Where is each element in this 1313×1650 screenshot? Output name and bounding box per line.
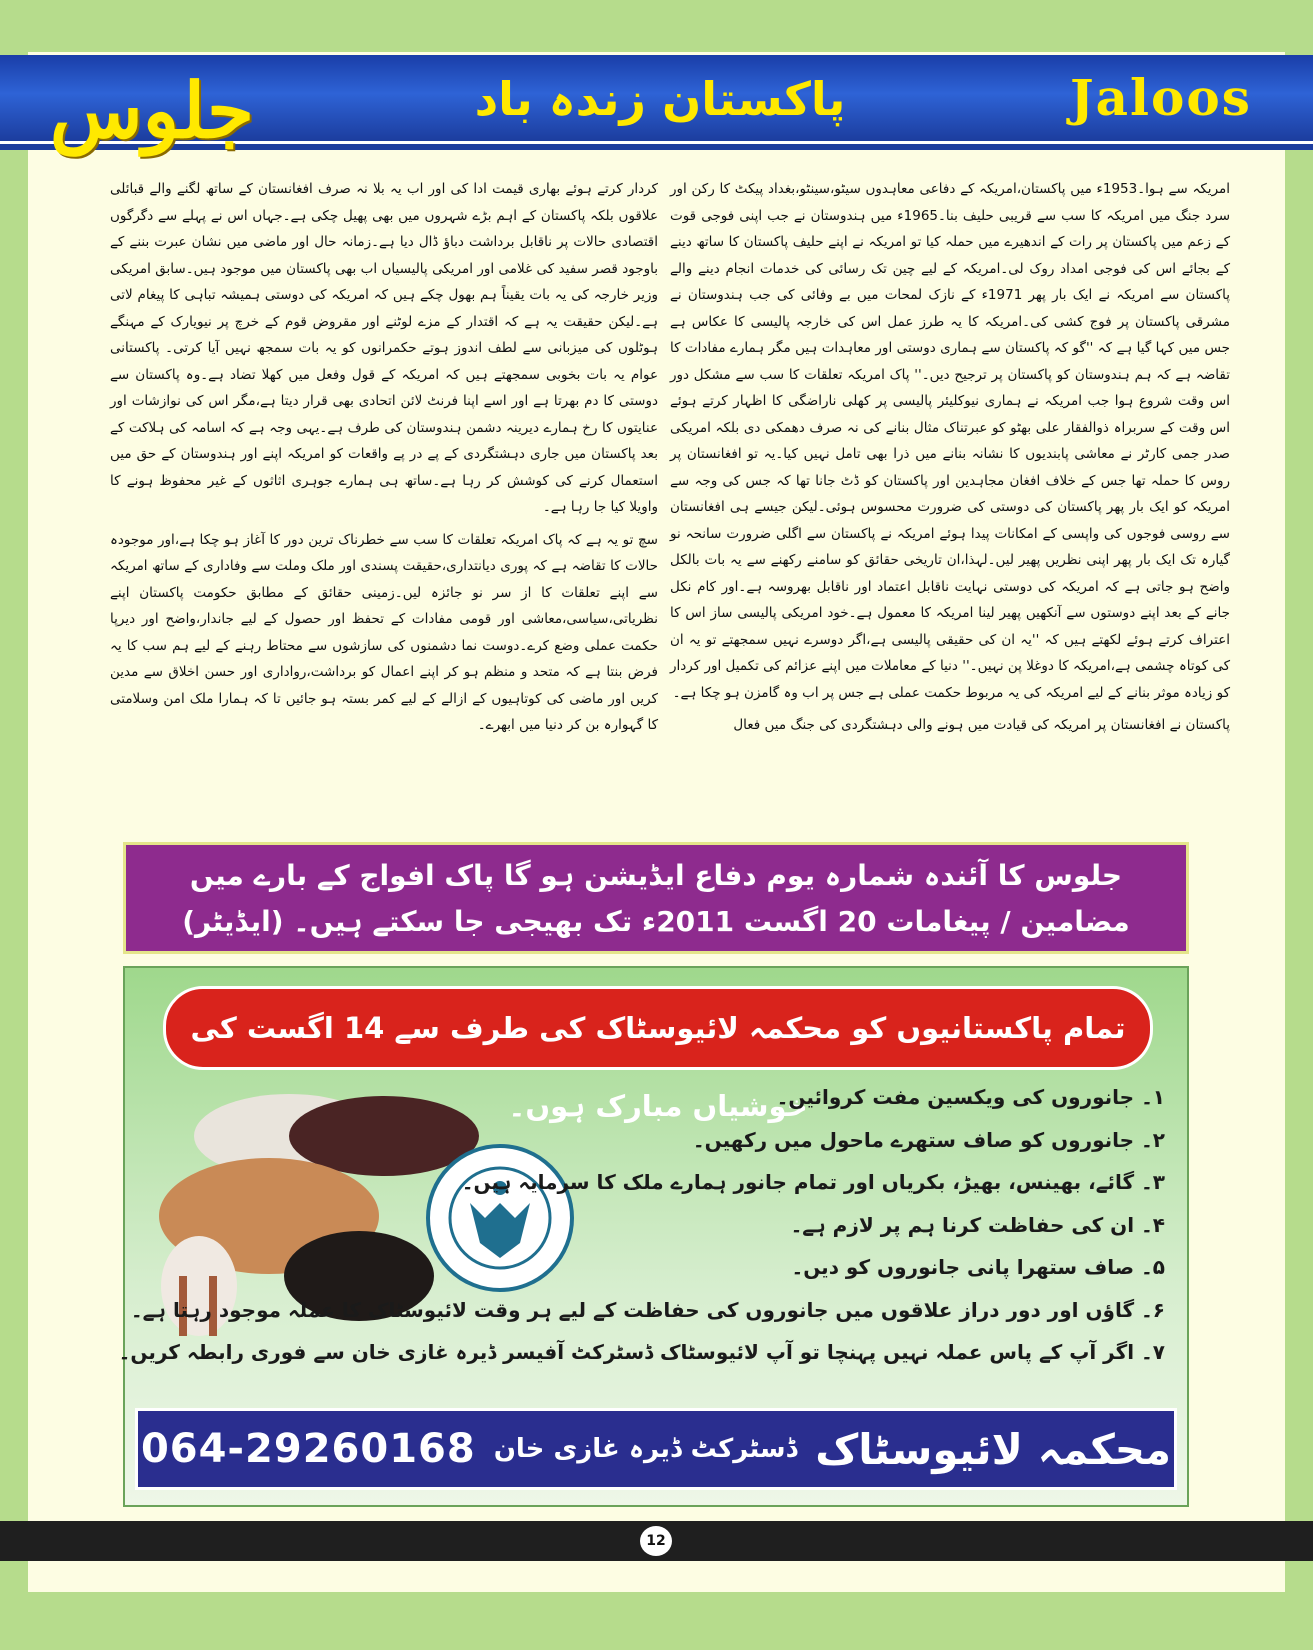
list-item: ۱۔ جانوروں کی ویکسین مفت کروائیں۔	[776, 1085, 1165, 1109]
list-item: ۳۔ گائے، بھینس، بھیڑ، بکریاں اور تمام جانور ہمارے ملک کا سرمایہ ہیں۔	[461, 1170, 1165, 1194]
article-column-left	[110, 176, 658, 816]
article-paragraph: پاکستان نے افغانستان پر امریکہ کی قیادت میں ہونے والی دہشتگردی کی جنگ میں فعال	[733, 717, 1230, 733]
article-paragraph: کردار کرتے ہوئے بھاری قیمت ادا کی اور اب یہ بلا نہ صرف افغانستان کے ساتھ لگنے والے قبائلی علاقوں بلکہ پاکستان کے اہم بڑے شہروں میں بھی پھیل چکی ہے۔جہاں اس نے پہلے سے دگرگوں اقتصادی حالات پر ناقابل برداشت دباؤ ڈال دیا ہے۔زمانہ حال اور ماضی میں نشان عبرت بننے کے باوجود قصر سفید کی غلامی اور امریکی پالیسیاں اب بھی پاکستان میں موجود ہیں۔سابق امریکی وزیر خارجہ کی یہ بات یقیناً ہم بھول چکے ہیں کہ امریکہ کی دوستی ہمیشہ تباہی کا پیغام لاتی ہے۔لیکن حقیقت یہ ہے کہ اقتدار کے مزے لوٹنے اور مقروض قوم کے خرچ پر نیویارک کے مہنگے ہوٹلوں کی میزبانی سے لطف اندوز ہوتے حکمرانوں کو یہ بات سمجھ نہیں آیا کرتی۔ پاکستانی عوام یہ بات بخوبی سمجھتے ہیں کہ امریکہ کے قول وفعل میں کھلا تضاد ہے۔وہ پاکستان سے دوستی کا دم بھرتا ہے اور اسے اپنا فرنٹ لائن اتحادی بھی قرار دیتا ہے،مگر اس کی نوازشات اور عنایتوں کا رخ ہمارے دیرینہ دشمن ہندوستان کی طرف ہے۔یہی وجہ ہے کہ اسامہ کی ہلاکت کے بعد پاکستان میں جاری دہشتگردی کے پے در پے واقعات کو امریکہ اپنے اور ہندوستان کے حق میں استعمال کرنے کی کوشش کر رہا ہے۔ساتھ ہی ہمارے جوہری اثاثوں کے غیر محفوظ ہونے کا واویلا کیا جا رہا ہے۔	[110, 181, 658, 515]
contact-bar	[135, 1408, 1177, 1490]
list-item: ۶۔ گاؤں اور دور دراز علاقوں میں جانوروں کی حفاظت کے لیے ہر وقت لائیوسٹاک کا عملہ موجود رہتا ہے۔	[130, 1297, 1165, 1322]
contact-phone: 064-29260168	[140, 1426, 476, 1472]
logo-urdu: جلوس	[49, 66, 254, 155]
list-item: ۵۔ صاف ستھرا پانی جانوروں کو دیں۔	[791, 1255, 1165, 1279]
header-title: پاکستان زندہ باد	[474, 72, 846, 126]
article-column-right	[670, 176, 1230, 816]
notice-line: جلوس کا آئندہ شمارہ یوم دفاع ایڈیشن ہو گا پاک افواج کے بارے میں	[189, 859, 1123, 892]
page-number: 12	[640, 1526, 672, 1556]
notice-line: مضامین / پیغامات 20 اگست 2011ء تک بھیجی جا سکتے ہیں۔ (ایڈیٹر)	[182, 905, 1130, 938]
livestock-advertisement	[118, 966, 1189, 1507]
greeting-banner: تمام پاکستانیوں کو محکمہ لائیوسٹاک کی طرف سے 14 اگست کی خوشیاں مبارک ہوں۔	[163, 986, 1153, 1070]
article-paragraph: سچ تو یہ ہے کہ پاک امریکہ تعلقات کا سب سے خطرناک ترین دور کا آغاز ہو چکا ہے،اور موجودہ حالات کا تقاضہ ہے کہ پوری دیانتداری،حقیقت پسندی اور ملک وملت سے وفاداری کے ساتھ امریکہ سے اپنے تعلقات کا از سر نو جائزہ لیں۔زمینی حقائق کے مطابق حکومت پاکستان اپنے نظریاتی،سیاسی،معاشی اور قومی مفادات کے تحفظ اور حصول کے لیے جاندار،واضح اور دیرپا حکمت عملی وضع کرے۔دوست نما دشمنوں کی سازشوں سے محتاط رہنے کے لیے ہم سب کا یہ فرض بنتا ہے کہ متحد و منظم ہو کر اپنے اعمال کو برداشت،رواداری اور حسن اخلاق سے مدین کریں اور ماضی کی کوتاہیوں کے ازالے کے لیے کمر بستہ ہو جائیں تا کہ ہمارا ملک امن وسلامتی کا گہوارہ بن کر دنیا میں ابھرے۔	[110, 531, 658, 733]
contact-district: ڈسٹرکٹ ڈیرہ غازی خان	[493, 1434, 798, 1464]
list-item: ۷۔ اگر آپ کے پاس عملہ نہیں پہنچا تو آپ لائیوسٹاک ڈسٹرکٹ آفیسر ڈیرہ غازی خان سے فوری رابطہ کریں۔	[118, 1340, 1165, 1364]
article-paragraph: امریکہ سے ہوا۔1953ء میں پاکستان،امریکہ کے دفاعی معاہدوں سیٹو،سینٹو،بغداد پیکٹ کا رکن اور سرد جنگ میں امریکہ کا سب سے قریبی حلیف بنا۔1965ء میں ہندوستان نے جب اپنی فوجی قوت کے زعم میں پاکستان پر رات کے اندھیرے میں حملہ کیا تو امریکہ نے اپنے حلیف پاکستان کا ساتھ دینے کے بجائے اس کی فوجی امداد روک لی۔امریکہ کے لیے چین تک رسائی کی خدمات انجام دینے والے پاکستان سے امریکہ نے ایک بار پھر 1971ء کے نازک لمحات میں بے وفائی کی جب ہندوستان نے مشرقی پاکستان پر فوج کشی کی۔امریکہ کا یہ طرز عمل اس کی خارجہ پالیسی کا عکاس ہے جس میں کہا گیا ہے کہ ''گو کہ پاکستان سے ہماری دوستی اور معاہدات ہیں مگر ہمارے مفادات کا تقاضہ ہے کہ ہم ہندوستان کو پاکستان پر ترجیح دیں۔'' پاک امریکہ تعلقات کا سب سے مشکل دور اس وقت شروع ہوا جب امریکہ نے ہماری نیوکلیئر پالیسی پر کھلی ناراضگی کا اظہار کرتے ہوئے اس وقت کے سربراہ ذوالفقار علی بھٹو کو عبرتناک مثال بنانے کی نہ صرف دھمکی دی بلکہ امریکی صدر جمی کارٹر نے معاشی پابندیوں کا نشانہ بنانے میں ذرا بھی تامل نہیں کیا۔یہ تو افغانستان پر روس کا حملہ تھا جس کے خلاف افغان مجاہدین اور پاکستان کو ڈٹ جانا تھا کہ جس کی وجہ سے امریکہ کو ایک بار پھر پاکستان کی دوستی کی ضرورت محسوس ہوئی۔لیکن جیسے ہی افغانستان سے روسی فوجوں کی واپسی کے امکانات پیدا ہوئے امریکہ نے پاکستان سے اگلی ضرورت سانحہ نو گیارہ تک ایک بار پھر اپنی نظریں پھیر لیں۔لہذا،ان تاریخی حقائق کو سامنے رکھنے سے یہ بات بالکل واضح ہو جاتی ہے کہ امریکہ کی دوستی نہایت ناقابل اعتماد اور ناقابل بھروسہ ہے۔اور کام نکل جانے کے بعد اپنے دوستوں سے آنکھیں پھیر لینا امریکہ کا معمول ہے۔خود امریکی پالیسی ساز اس کا اعتراف کرتے ہوئے لکھتے ہیں کہ ''یہ ان کی حقیقی پالیسی ہے،اگر دوسرے نہیں سمجھتے تو یہ ان کی کوتاہ چشمی ہے،امریکہ کا دوغلا پن نہیں۔'' دنیا کے معاملات میں اپنے عزائم کی تکمیل اور کردار کو زیادہ موثر بنانے کے لیے امریکہ کی یہ مربوط حکمت عملی ہے جس پر اب وہ گامزن ہو چکا ہے۔	[670, 181, 1231, 701]
next-issue-notice	[123, 842, 1189, 954]
livestock-tips-list	[118, 1076, 1165, 1376]
list-item: ۲۔ جانوروں کو صاف ستھرے ماحول میں رکھیں۔	[692, 1127, 1165, 1152]
logo-english: Jaloos	[1070, 68, 1252, 127]
list-item: ۴۔ ان کی حفاظت کرنا ہم پر لازم ہے۔	[790, 1212, 1165, 1237]
contact-department: محکمہ لائیوسٹاک	[815, 1424, 1172, 1474]
